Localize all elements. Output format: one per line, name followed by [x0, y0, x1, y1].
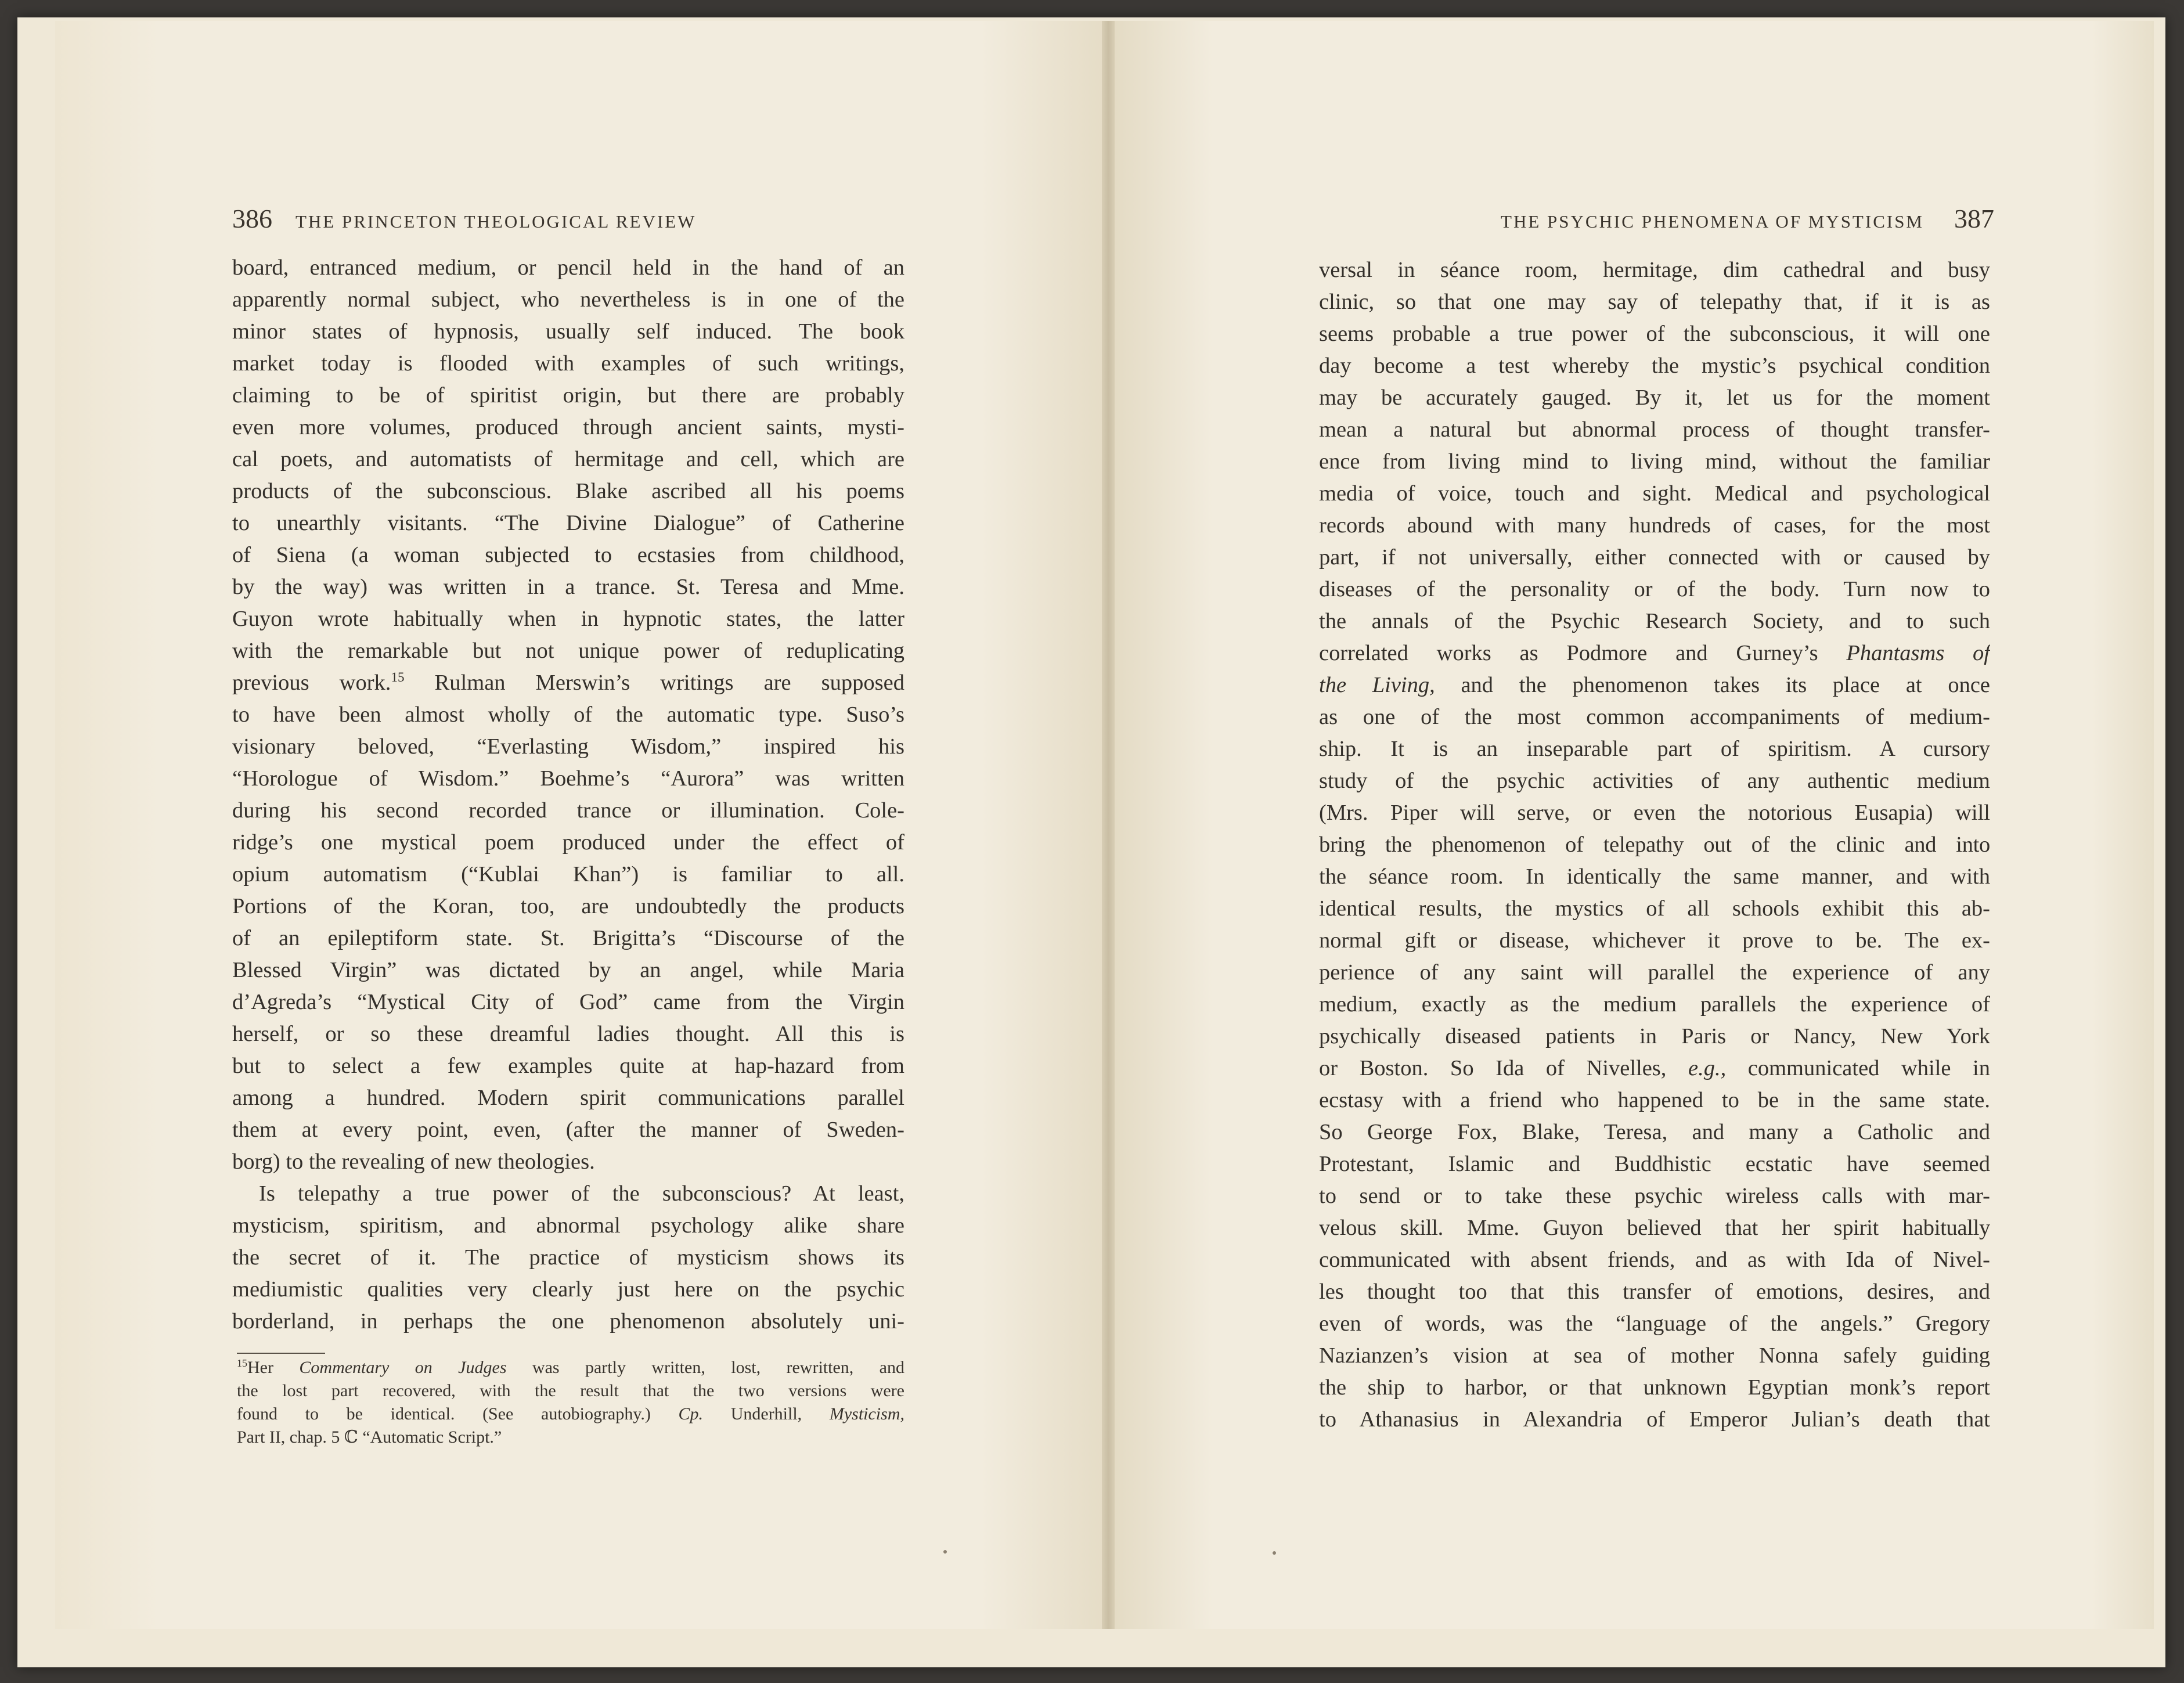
text-line: with the remarkable but not unique power of reduplicating: [232, 639, 904, 663]
line-text: correlated works as Podmore and Gurney’s: [1319, 641, 1847, 665]
line-text: and the phenomenon takes its place at once: [1435, 673, 1990, 697]
right-page-number: 387: [1954, 204, 1994, 233]
text-line: les thought too that this transfer of emotions, desires, and: [1319, 1280, 1990, 1304]
text-line: mean a natural but abnormal process of thought transfer-: [1319, 417, 1990, 442]
text-line: of an epileptiform state. St. Brigitta’s “Discourse of the: [232, 926, 904, 950]
text-line: clinic, so that one may say of telepathy that, if it is as: [1319, 290, 1990, 314]
footnote-line: the lost part recovered, with the result that the two versions were: [237, 1381, 904, 1400]
text-line: Nazianzen’s vision at sea of mother Nonna safely guiding: [1319, 1343, 1990, 1368]
text-line: perience of any saint will parallel the experience of any: [1319, 960, 1990, 985]
footnote-title: Mysticism,: [829, 1404, 904, 1423]
text-line: borg) to the revealing of new theologies.: [232, 1149, 595, 1174]
paper-speck: [1273, 1551, 1276, 1555]
italic-title: Phantasms of: [1846, 641, 1990, 665]
text-line: by the way) was written in a trance. St. Teresa and Mme.: [232, 575, 904, 599]
text-line: visionary beloved, “Everlasting Wisdom,” inspired his: [232, 734, 904, 759]
footnote-abbrev: Cp.: [678, 1404, 704, 1423]
text-line: to unearthly visitants. “The Divine Dialogue” of Catherine: [232, 511, 904, 535]
text-line: among a hundred. Modern spirit communications parallel: [232, 1086, 904, 1110]
text-line: bring the phenomenon of telepathy out of the clinic and into: [1319, 833, 1990, 857]
footnote-text: Underhill,: [703, 1404, 830, 1423]
text-line: of Siena (a woman subjected to ecstasies from childhood,: [232, 543, 904, 567]
text-line: the ship to harbor, or that unknown Egyptian monk’s report: [1319, 1375, 1990, 1400]
text-line: Is telepathy a true power of the subconscious? At least,: [259, 1181, 904, 1206]
text-line: Blessed Virgin” was dictated by an angel, while Maria: [232, 958, 904, 982]
line-text: Rulman Merswin’s writings are supposed: [404, 671, 904, 695]
text-line: psychically diseased patients in Paris or Nancy, New York: [1319, 1024, 1990, 1048]
text-line: ridge’s one mystical poem produced under the effect of: [232, 830, 904, 855]
text-line: versal in séance room, hermitage, dim cathedral and busy: [1319, 258, 1990, 282]
text-line: mediumistic qualities very clearly just here on the psychic: [232, 1277, 904, 1302]
text-line: [1319, 1053, 1990, 1084]
text-line: Portions of the Koran, too, are undoubtedly the products: [232, 894, 904, 918]
text-line: the séance room. In identically the same manner, and with: [1319, 864, 1990, 889]
footnote: [237, 1356, 904, 1449]
text-line: the annals of the Psychic Research Society, and to such: [1319, 609, 1990, 633]
footnote-text: Her: [247, 1358, 300, 1377]
italic-title: the Living,: [1319, 673, 1435, 697]
text-line: Protestant, Islamic and Buddhistic ecstatic have seemed: [1319, 1152, 1990, 1176]
text-line: (Mrs. Piper will serve, or even the notorious Eusapia) will: [1319, 801, 1990, 825]
text-line: seems probable a true power of the subconscious, it will one: [1319, 322, 1990, 346]
text-line: media of voice, touch and sight. Medical and psychological: [1319, 481, 1990, 506]
right-running-head: [1417, 203, 1994, 238]
text-line: ence from living mind to living mind, without the familiar: [1319, 449, 1990, 474]
left-running-title: THE PRINCETON THEOLOGICAL REVIEW: [295, 211, 697, 232]
text-line: part, if not universally, either connected with or caused by: [1319, 545, 1990, 570]
text-line: velous skill. Mme. Guyon believed that her spirit habitually: [1319, 1216, 1990, 1240]
book-gutter: [1102, 21, 1115, 1629]
text-line: minor states of hypnosis, usually self induced. The book: [232, 319, 904, 344]
right-body-text: [1319, 254, 1990, 1436]
text-line: to Athanasius in Alexandria of Emperor Julian’s death that: [1319, 1407, 1990, 1432]
text-line: to send or to take these psychic wireless calls with mar-: [1319, 1184, 1990, 1208]
text-line: [1319, 637, 1990, 669]
text-line: them at every point, even, (after the manner of Sweden-: [232, 1118, 904, 1142]
line-text: previous work.: [232, 671, 391, 695]
text-line: claiming to be of spiritist origin, but there are probably: [232, 383, 904, 408]
text-line: [232, 667, 904, 699]
text-line: board, entranced medium, or pencil held in the hand of an: [232, 255, 904, 280]
text-line: records abound with many hundreds of cases, for the most: [1319, 513, 1990, 538]
text-line: normal gift or disease, whichever it prove to be. The ex-: [1319, 928, 1990, 953]
text-line: opium automatism (“Kublai Khan”) is familiar to all.: [232, 862, 904, 886]
footnote-text: found to be identical. (See autobiography.): [237, 1404, 679, 1423]
text-line: ship. It is an inseparable part of spiritism. A cursory: [1319, 737, 1990, 761]
text-line: as one of the most common accompaniments of medium-: [1319, 705, 1990, 729]
text-line: communicated with absent friends, and as with Ida of Nivel-: [1319, 1248, 1990, 1272]
footnote-line: [237, 1403, 904, 1426]
footnote-rule: [237, 1353, 325, 1354]
text-line: identical results, the mystics of all schools exhibit this ab-: [1319, 896, 1990, 921]
text-line: diseases of the personality or of the body. Turn now to: [1319, 577, 1990, 601]
text-line: “Horologue of Wisdom.” Boehme’s “Aurora” was written: [232, 766, 904, 791]
footnote-line: Part II, chap. 5 ℂ “Automatic Script.”: [237, 1428, 502, 1447]
footnote-title: Commentary on Judges: [299, 1358, 507, 1377]
text-line: even of words, was the “language of the angels.” Gregory: [1319, 1311, 1990, 1336]
text-line: [1319, 669, 1990, 701]
text-line: day become a test whereby the mystic’s psychical condition: [1319, 354, 1990, 378]
text-line: medium, exactly as the medium parallels the experience of: [1319, 992, 1990, 1017]
left-body-text: [232, 252, 904, 1338]
right-running-title: THE PSYCHIC PHENOMENA OF MYSTICISM: [1501, 211, 1924, 232]
text-line: borderland, in perhaps the one phenomenon absolutely uni-: [232, 1309, 904, 1334]
footnote-reference[interactable]: 15: [391, 669, 405, 685]
text-line: market today is flooded with examples of such writings,: [232, 351, 904, 376]
text-line: ecstasy with a friend who happened to be in the same state.: [1319, 1088, 1990, 1112]
text-line: to have been almost wholly of the automatic type. Suso’s: [232, 702, 904, 727]
left-running-head: [232, 203, 790, 238]
footnote-text: was partly written, lost, rewritten, and: [506, 1358, 904, 1377]
text-line: but to select a few examples quite at hap-hazard from: [232, 1054, 904, 1078]
line-text: communicated while in: [1726, 1056, 1990, 1080]
text-line: cal poets, and automatists of hermitage and cell, which are: [232, 447, 904, 471]
line-text: or Boston. So Ida of Nivelles,: [1319, 1056, 1688, 1080]
text-line: herself, or so these dreamful ladies thought. All this is: [232, 1022, 904, 1046]
text-line: during his second recorded trance or illumination. Cole-: [232, 798, 904, 823]
text-line: study of the psychic activities of any authentic medium: [1319, 769, 1990, 793]
text-line: Guyon wrote habitually when in hypnotic states, the latter: [232, 607, 904, 631]
footnote-line: [237, 1356, 904, 1379]
text-line: d’Agreda’s “Mystical City of God” came from the Virgin: [232, 990, 904, 1014]
text-line: mysticism, spiritism, and abnormal psychology alike share: [232, 1213, 904, 1238]
text-line: So George Fox, Blake, Teresa, and many a Catholic and: [1319, 1120, 1990, 1144]
footnote-number: 15: [237, 1357, 247, 1369]
italic-abbrev: e.g.,: [1688, 1056, 1727, 1080]
text-line: products of the subconscious. Blake ascribed all his poems: [232, 479, 904, 503]
left-page-number: 386: [232, 204, 272, 233]
text-line: the secret of it. The practice of mysticism shows its: [232, 1245, 904, 1270]
paper-speck: [943, 1550, 947, 1554]
text-line: even more volumes, produced through ancient saints, mysti-: [232, 415, 904, 439]
text-line: may be accurately gauged. By it, let us for the moment: [1319, 385, 1990, 410]
text-line: apparently normal subject, who nevertheless is in one of the: [232, 287, 904, 312]
